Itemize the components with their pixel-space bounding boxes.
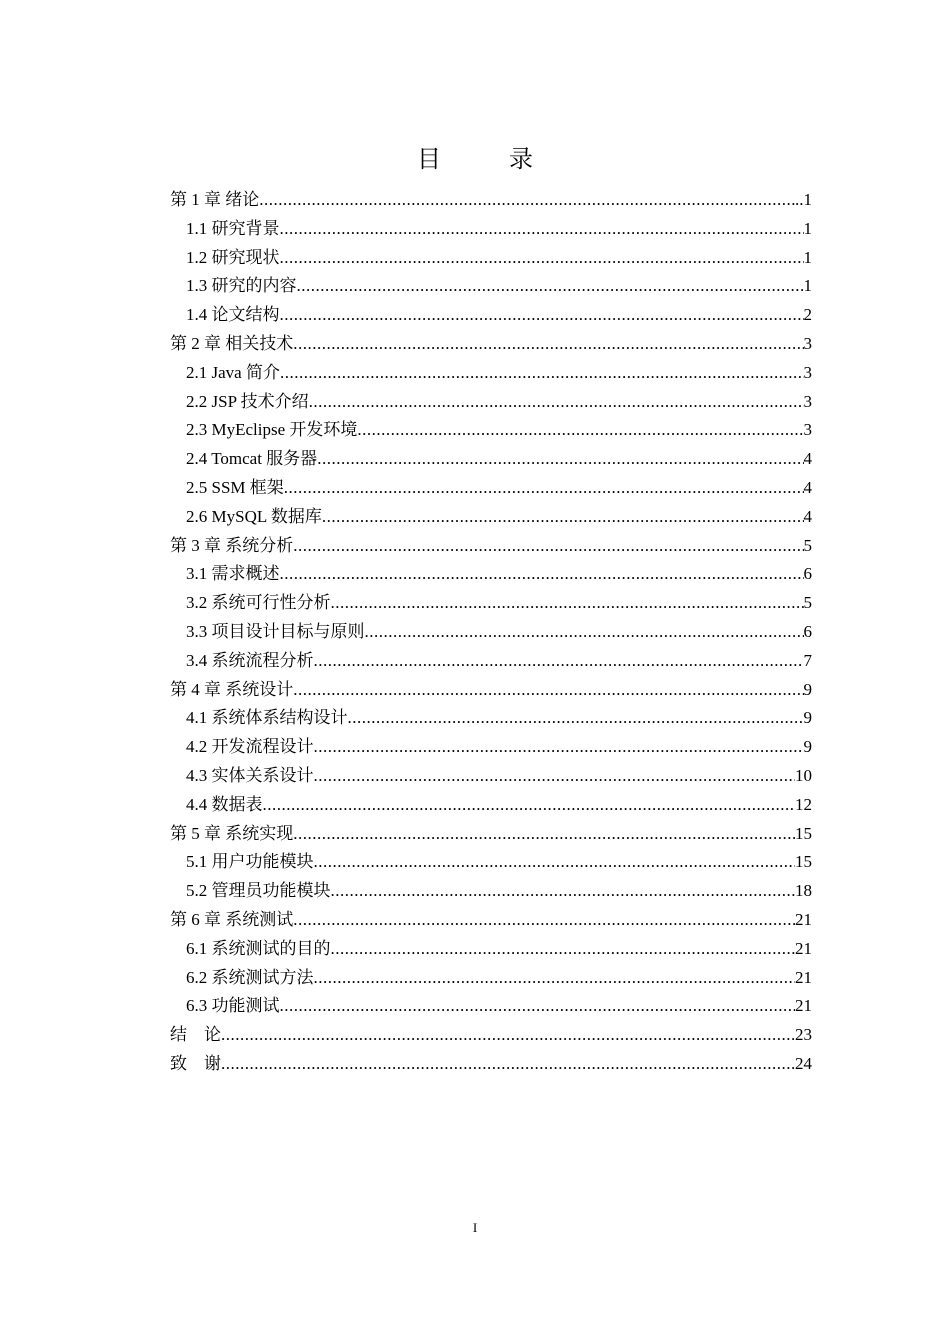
toc-entry-label: 2.3 MyEclipse 开发环境 — [186, 420, 358, 440]
toc-entry-label: 致 谢 — [170, 1053, 221, 1073]
dot-leader — [357, 416, 803, 445]
toc-entry-page-number: 4 — [803, 449, 812, 469]
toc-entry-label: 2.5 SSM 框架 — [186, 477, 284, 497]
toc-entry-label: 5.1 用户功能模块 — [186, 852, 314, 872]
toc-entry-label: 3.1 需求概述 — [186, 564, 280, 584]
toc-entry-label: 5.2 管理员功能模块 — [186, 881, 331, 901]
toc-entry — [170, 1021, 812, 1050]
toc-entry — [170, 618, 812, 647]
toc-entry-page-number: 1 — [803, 247, 812, 267]
toc-entry — [170, 589, 812, 618]
toc-entry-page-number: 4 — [803, 477, 812, 497]
toc-entry — [170, 330, 812, 359]
dot-leader — [280, 244, 804, 273]
toc-entry-page-number: 2 — [803, 305, 812, 325]
toc-entry-page-number: 1 — [803, 218, 812, 238]
dot-leader — [309, 388, 804, 417]
toc-entry — [170, 388, 812, 417]
dot-leader — [314, 964, 796, 993]
toc-entry — [170, 964, 812, 993]
toc-entry-page-number: 3 — [803, 362, 812, 382]
toc-entry-page-number: 21 — [795, 996, 812, 1016]
toc-entry-page-number: 9 — [803, 708, 812, 728]
dot-leader — [322, 503, 804, 532]
dot-leader — [263, 791, 796, 820]
dot-leader — [280, 359, 804, 388]
toc-entry-label: 4.2 开发流程设计 — [186, 737, 314, 757]
toc-entry-page-number: 15 — [795, 823, 812, 843]
dot-leader — [365, 618, 804, 647]
toc-entry-label: 3.2 系统可行性分析 — [186, 593, 331, 613]
toc-entry — [170, 848, 812, 877]
dot-leader — [293, 906, 795, 935]
toc-entry-page-number: 23 — [795, 1025, 812, 1045]
toc-entry-label: 第 5 章 系统实现 — [170, 823, 294, 843]
toc-entry-page-number: ..1 — [795, 190, 812, 209]
toc-entry-label: 6.3 功能测试 — [186, 996, 280, 1016]
dot-leader — [259, 186, 795, 215]
toc-entry — [170, 906, 812, 935]
toc-entry — [170, 215, 812, 244]
toc-entry-page-number: 21 — [795, 938, 812, 958]
toc-entry-label: 第 3 章 系统分析 — [170, 535, 294, 555]
toc-title: 目 录 — [417, 147, 555, 173]
toc-entry — [170, 532, 812, 561]
dot-leader — [331, 589, 804, 618]
toc-entry-page-number: 7 — [803, 650, 812, 670]
toc-entry-label: 2.1 Java 简介 — [186, 362, 280, 382]
toc-entry — [170, 244, 812, 273]
toc-entry — [170, 1050, 812, 1079]
toc-entry-label: 2.6 MySQL 数据库 — [186, 506, 322, 526]
toc-entry-page-number: 10 — [795, 765, 812, 785]
toc-entry-page-number: 18 — [795, 881, 812, 901]
dot-leader — [293, 820, 795, 849]
toc-entry-page-number: 5 — [803, 593, 812, 613]
toc-entry-page-number: 3 — [803, 420, 812, 440]
toc-entry-page-number: 21 — [795, 909, 812, 929]
toc-entry-label: 第 2 章 相关技术 — [170, 333, 294, 353]
toc-entry — [170, 820, 812, 849]
toc-entry — [170, 791, 812, 820]
toc-entry-page-number: 24 — [795, 1053, 812, 1073]
dot-leader — [280, 560, 804, 589]
toc-entry-label: 6.2 系统测试方法 — [186, 967, 314, 987]
toc-entry-label: 第 4 章 系统设计 — [170, 679, 294, 699]
toc-entry — [170, 762, 812, 791]
toc-entry — [170, 416, 812, 445]
toc-entry — [170, 935, 812, 964]
toc-entry-label: 4.1 系统体系结构设计 — [186, 708, 348, 728]
toc-entry-label: 第 1 章 绪论 — [170, 190, 260, 209]
dot-leader — [297, 272, 804, 301]
dot-leader — [280, 215, 804, 244]
toc-entry-page-number: 12 — [795, 794, 812, 814]
toc-entry-label: 2.4 Tomcat 服务器 — [186, 449, 318, 469]
toc-entry-page-number: 21 — [795, 967, 812, 987]
dot-leader — [331, 935, 796, 964]
toc-entry — [170, 474, 812, 503]
toc-entry-page-number: 15 — [795, 852, 812, 872]
footer-page-number: I — [472, 1220, 478, 1235]
toc-entry — [170, 560, 812, 589]
toc-entry-label: 2.2 JSP 技术介绍 — [186, 391, 309, 411]
toc-entry — [170, 503, 812, 532]
dot-leader — [331, 877, 796, 906]
toc-entry — [170, 647, 812, 676]
toc-entry-label: 6.1 系统测试的目的 — [186, 938, 331, 958]
toc-entry-label: 3.4 系统流程分析 — [186, 650, 314, 670]
toc-entry-label: 1.4 论文结构 — [186, 305, 280, 325]
toc-entry-label: 4.3 实体关系设计 — [186, 765, 314, 785]
toc-entry-label: 结 论 — [170, 1025, 221, 1045]
toc-entry-label: 4.4 数据表 — [186, 794, 263, 814]
toc-entry-page-number: 9 — [803, 679, 812, 699]
dot-leader — [293, 676, 803, 705]
table-of-contents — [170, 186, 812, 1079]
dot-leader — [314, 848, 796, 877]
toc-entry-page-number: 6 — [803, 564, 812, 584]
dot-leader — [293, 330, 803, 359]
toc-entry-page-number: 6 — [803, 621, 812, 641]
toc-entry-page-number: 3 — [803, 333, 812, 353]
toc-entry-label: 1.1 研究背景 — [186, 218, 280, 238]
toc-entry — [170, 733, 812, 762]
toc-entry-label: 1.3 研究的内容 — [186, 276, 297, 296]
dot-leader — [293, 532, 803, 561]
dot-leader — [317, 445, 803, 474]
dot-leader — [348, 704, 804, 733]
dot-leader — [280, 301, 804, 330]
toc-entry-page-number: 1 — [803, 276, 812, 296]
toc-entry — [170, 877, 812, 906]
toc-entry — [170, 445, 812, 474]
dot-leader — [314, 762, 796, 791]
toc-entry — [170, 359, 812, 388]
toc-entry-label: 3.3 项目设计目标与原则 — [186, 621, 365, 641]
dot-leader — [314, 647, 804, 676]
dot-leader — [284, 474, 804, 503]
toc-entry — [170, 704, 812, 733]
toc-entry-label: 1.2 研究现状 — [186, 247, 280, 267]
toc-entry-page-number: 5 — [803, 535, 812, 555]
toc-entry — [170, 676, 812, 705]
toc-entry-page-number: 9 — [803, 737, 812, 757]
toc-entry-label: 第 6 章 系统测试 — [170, 909, 294, 929]
dot-leader — [280, 992, 796, 1021]
toc-entry — [170, 186, 812, 215]
dot-leader — [221, 1050, 795, 1079]
toc-entry-page-number: 4 — [803, 506, 812, 526]
toc-entry — [170, 301, 812, 330]
toc-entry-page-number: 3 — [803, 391, 812, 411]
toc-entry — [170, 992, 812, 1021]
toc-entry — [170, 272, 812, 301]
dot-leader — [221, 1021, 795, 1050]
dot-leader — [314, 733, 804, 762]
